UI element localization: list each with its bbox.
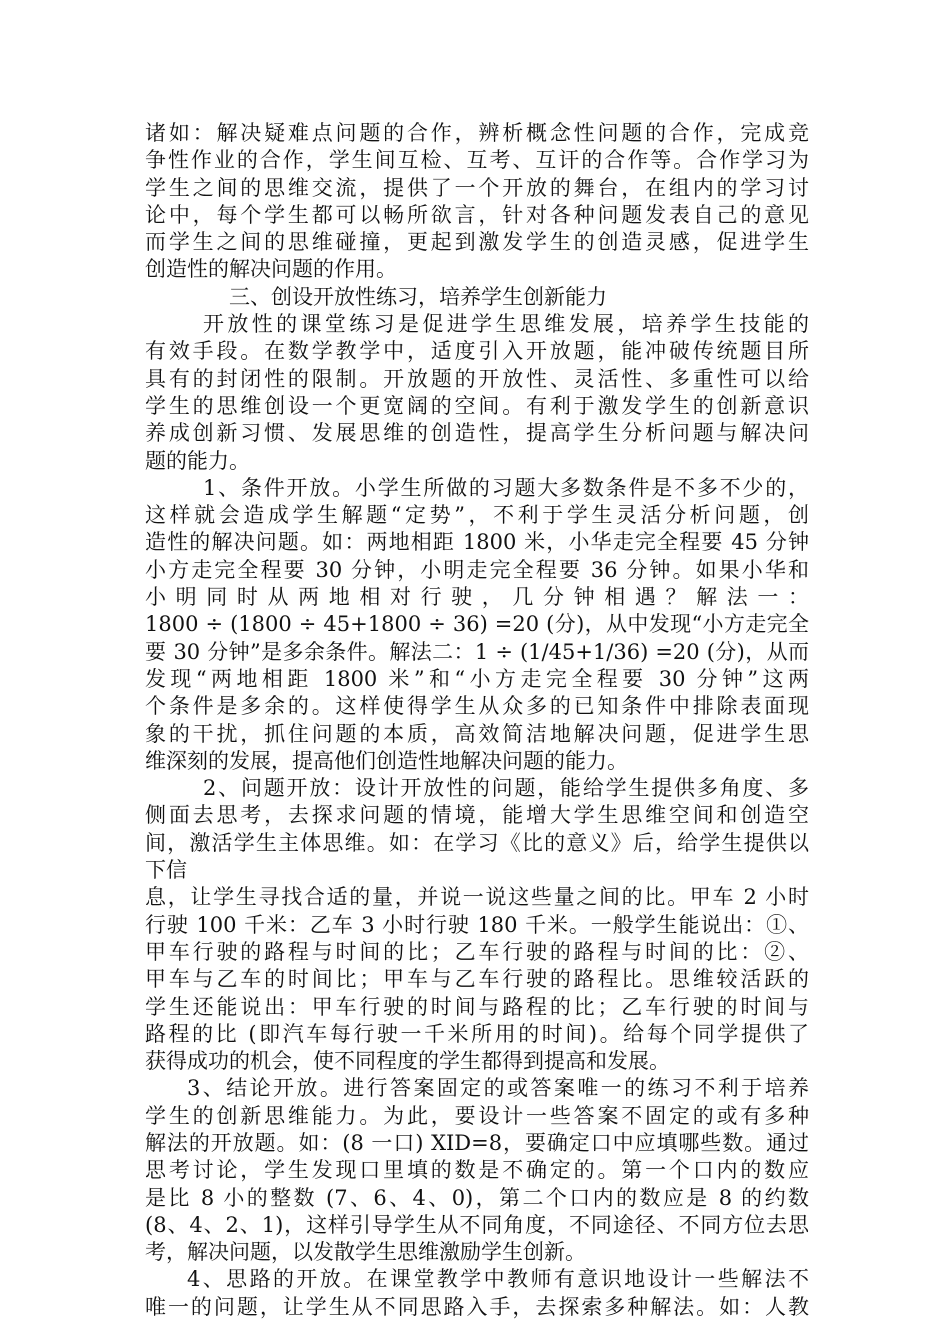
text-line: 发现“两地相距 1800 米”和“小方走完全程要 30 分钟”这两 [145, 666, 809, 691]
text-line: 创造性的解决问题的作用。 [145, 257, 397, 282]
text-line: 学生之间的思维交流，提供了一个开放的舞台，在组内的学习讨 [145, 175, 809, 200]
document-page [145, 120, 809, 1321]
paragraph-first-line: 4、思路的开放。在课堂教学中教师有意识地设计一些解法不 [187, 1267, 809, 1292]
text-line: 论中，每个学生都可以畅所欲言，针对各种问题发表自己的意见 [145, 202, 809, 227]
text-line: 学生还能说出：甲车行驶的时间与路程的比；乙车行驶的时间与 [145, 994, 809, 1019]
text-line: 造性的解决问题。如：两地相距 1800 米，小华走完全程要 45 分钟 [145, 530, 809, 555]
text-line: 甲车行驶的路程与时间的比；乙车行驶的路程与时间的比：②、 [145, 939, 809, 964]
text-line: 考，解决问题，以发散学生思维激励学生创新。 [145, 1240, 586, 1265]
text-line: 1800 ÷ (1800 ÷ 45+1800 ÷ 36) =20 (分)，从中发现“小方走完全 [145, 612, 809, 637]
text-line: 小方走完全程要 30 分钟，小明走完全程要 36 分钟。如果小华和 [145, 557, 809, 582]
paragraph-first-line: 开放性的课堂练习是促进学生思维发展，培养学生技能的 [203, 312, 809, 337]
text-line: 要 30 分钟”是多余条件。解法二：1 ÷ (1/45+1/36) =20 (分)，从而 [145, 639, 809, 664]
text-line: 甲车与乙车的时间比；甲车与乙车行驶的路程比。思维较活跃的 [145, 967, 809, 992]
text-line: 思考讨论，学生发现口里填的数是不确定的。第一个口内的数应 [145, 1158, 809, 1183]
paragraph-first-line: 1、条件开放。小学生所做的习题大多数条件是不多不少的， [203, 475, 809, 500]
text-line: 具有的封闭性的限制。开放题的开放性、灵活性、多重性可以给 [145, 366, 809, 391]
text-line: 诸如：解决疑难点问题的合作，辨析概念性问题的合作，完成竞 [145, 121, 809, 145]
text-line: 间，激活学生主体思维。如：在学习《比的意义》后，给学生提供以 [145, 830, 809, 855]
text-line: 题的能力。 [145, 448, 250, 473]
text-line: 学生的思维创设一个更宽阔的空间。有利于激发学生的创新意识 [145, 393, 809, 418]
text-line: 象的干扰，抓住问题的本质，高效简洁地解决问题，促进学生思 [145, 721, 809, 746]
text-line: 个条件是多余的。这样使得学生从众多的已知条件中排除表面现 [145, 694, 809, 719]
text-line: 行驶 100 千米：乙车 3 小时行驶 180 千米。一般学生能说出：①、 [145, 912, 809, 937]
paragraph-first-line: 2、问题开放：设计开放性的问题，能给学生提供多角度、多 [203, 776, 809, 801]
text-line: 息，让学生寻找合适的量，并说一说这些量之间的比。甲车 2 小时 [145, 885, 809, 910]
text-line: 养成创新习惯、发展思维的创造性，提高学生分析问题与解决问 [145, 421, 809, 446]
text-line: 有效手段。在数学教学中，适度引入开放题，能冲破传统题目所 [145, 339, 809, 364]
text-line: 而学生之间的思维碰撞，更起到激发学生的创造灵感，促进学生 [145, 230, 809, 255]
text-line: (8、4、2、1)，这样引导学生从不同角度，不同途径、不同方位去思 [145, 1212, 809, 1237]
text-line: 下信 [145, 858, 187, 883]
text-line: 是比 8 小的整数 (7、6、4、0)，第二个口内的数应是 8 的约数 [145, 1185, 809, 1210]
text-line: 这样就会造成学生解题“定势”，不利于学生灵活分析问题，创 [145, 503, 809, 528]
text-line: 争性作业的合作，学生间互检、互考、互讦的合作等。合作学习为 [145, 148, 809, 173]
text-line: 小 明 同 时 从 两 地 相 对 行 驶 ， 几 分 钟 相 遇 ？ 解 法 一 ： [145, 585, 809, 610]
text-line: 获得成功的机会，使不同程度的学生都得到提高和发展。 [145, 1049, 670, 1074]
paragraph-first-line: 3、结论开放。进行答案固定的或答案唯一的练习不利于培养 [187, 1076, 809, 1101]
section-heading: 三、创设开放性练习，培养学生创新能力 [229, 284, 607, 309]
text-line: 解法的开放题。如：(8 一口) XID=8，要确定口中应填哪些数。通过 [145, 1130, 809, 1155]
text-line: 侧面去思考，去探求问题的情境，能增大学生思维空间和创造空 [145, 803, 809, 828]
text-line: 唯一的问题，让学生从不同思路入手，去探索多种解法。如：人教 [145, 1294, 809, 1319]
text-line: 路程的比 (即汽车每行驶一千米所用的时间)。给每个同学提供了 [145, 1021, 809, 1046]
text-line: 维深刻的发展，提高他们创造性地解决问题的能力。 [145, 748, 628, 773]
text-line: 学生的创新思维能力。为此，要设计一些答案不固定的或有多种 [145, 1103, 809, 1128]
